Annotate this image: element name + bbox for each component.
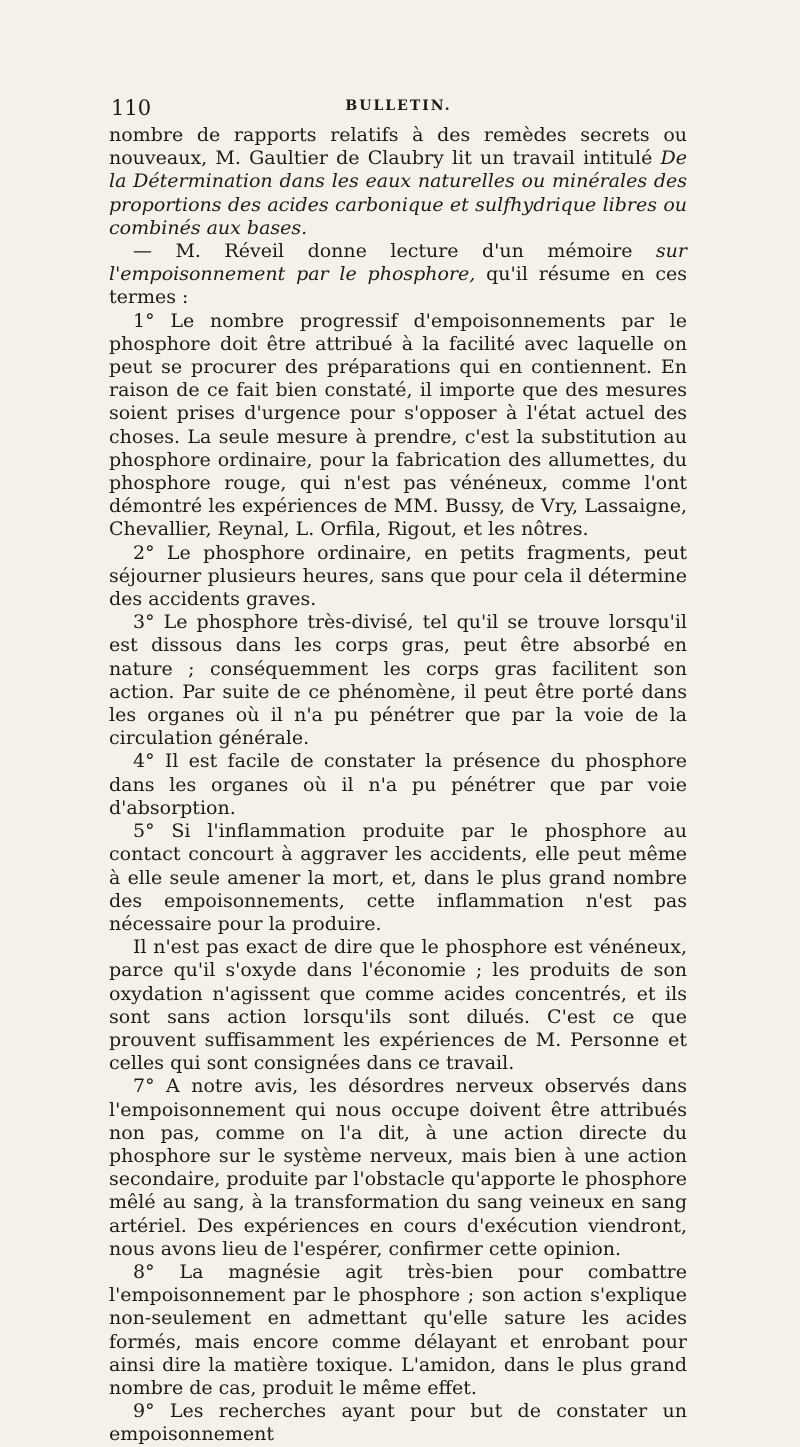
p2-text-a: — M. Réveil donne lecture d'un mémoire — [133, 240, 656, 263]
paragraph-3: 1° Le nombre progressif d'empoisonnements par le phosphore doit être attribué à la facilité avec laquelle on peut se procurer des préparations qui en contiennent. En raison de ce fait bien constaté, il importe que des mesures soient prises d'urgence pour s'opposer à l'état actuel des choses. La seule mesure à prendre, c'est la substitution au phosphore ordinaire, pour la fabrication des allumettes, du phosphore rouge, qui n'est pas vénéneux, comme l'ont démontré les expériences de MM. Bussy, de Vry, Lassaigne, Chevallier, Reynal, L. Orfila, Rigout, et les nôtres. — [109, 309, 687, 541]
paragraph-5: 3° Le phosphore très-divisé, tel qu'il se trouve lorsqu'il est dissous dans les corps gras, peut être absorbé en nature ; conséquemment les corps gras facilitent son action. Par suite de ce phénomène, il peut être porté dans les organes où il n'a pu pénétrer que par la voie de la circulation générale. — [109, 611, 687, 750]
paragraph-10: 8° La magnésie agit très-bien pour combattre l'empoisonnement par le phosphore ; son action s'explique non-seulement en admettant qu'elle sature les acides formés, mais encore comme délayant et enrobant pour ainsi dire la matière toxique. L'amidon, dans le plus grand nombre de cas, produit le même effet. — [109, 1260, 687, 1399]
body-text — [109, 124, 687, 1447]
paragraph-9: 7° A notre avis, les désordres nerveux observés dans l'empoisonnement qui nous occupe doivent être attribués non pas, comme on l'a dit, à une action directe du phosphore sur le système nerveux, mais bien à une action secondaire, produite par l'obstacle qu'apporte le phosphore mêlé au sang, à la transformation du sang veineux en sang artériel. Des expériences en cours d'exécution viendront, nous avons lieu de l'espérer, confirmer cette opinion. — [109, 1075, 687, 1260]
paragraph-2 — [109, 240, 687, 310]
paragraph-8: Il n'est pas exact de dire que le phosphore est vénéneux, parce qu'il s'oxyde dans l'économie ; les produits de son oxydation n'agissent que comme acides concentrés, et ils sont sans action lorsqu'ils sont dilués. C'est ce que prouvent suffisamment les expériences de M. Personne et celles qui sont consignées dans ce travail. — [109, 936, 687, 1075]
running-head: BULLETIN. — [345, 98, 452, 114]
paragraph-7: 5° Si l'inflammation produite par le phosphore au contact concourt à aggraver les accidents, elle peut même à elle seule amener la mort, et, dans le plus grand nombre des empoisonnements, cette inflammation n'est pas nécessaire pour la produire. — [109, 820, 687, 935]
p2-title-italic: sur l'empoisonnement par le phosphore, — [109, 240, 687, 286]
paragraph-4: 2° Le phosphore ordinaire, en petits fragments, peut séjourner plusieurs heures, sans que pour cela il détermine des accidents graves. — [109, 541, 687, 611]
p1-text: nombre de rapports relatifs à des remèdes secrets ou nouveaux, M. Gaultier de Claubry lit un travail intitulé — [109, 124, 687, 170]
paragraph-1 — [109, 124, 687, 240]
paragraph-11: 9° Les recherches ayant pour but de constater un empoisonnement — [109, 1400, 687, 1446]
page-number: 110 — [111, 96, 152, 120]
page-header — [111, 96, 686, 120]
paragraph-6: 4° Il est facile de constater la présence du phosphore dans les organes où il n'a pu pénétrer que par voie d'absorption. — [109, 750, 687, 819]
p1-title-italic: De la Détermination dans les eaux naturelles ou minérales des proportions des acides carbonique et sulfhydrique libres ou combinés aux bases. — [109, 147, 687, 239]
p2-text-c: qu'il résume en ces termes : — [109, 263, 687, 309]
